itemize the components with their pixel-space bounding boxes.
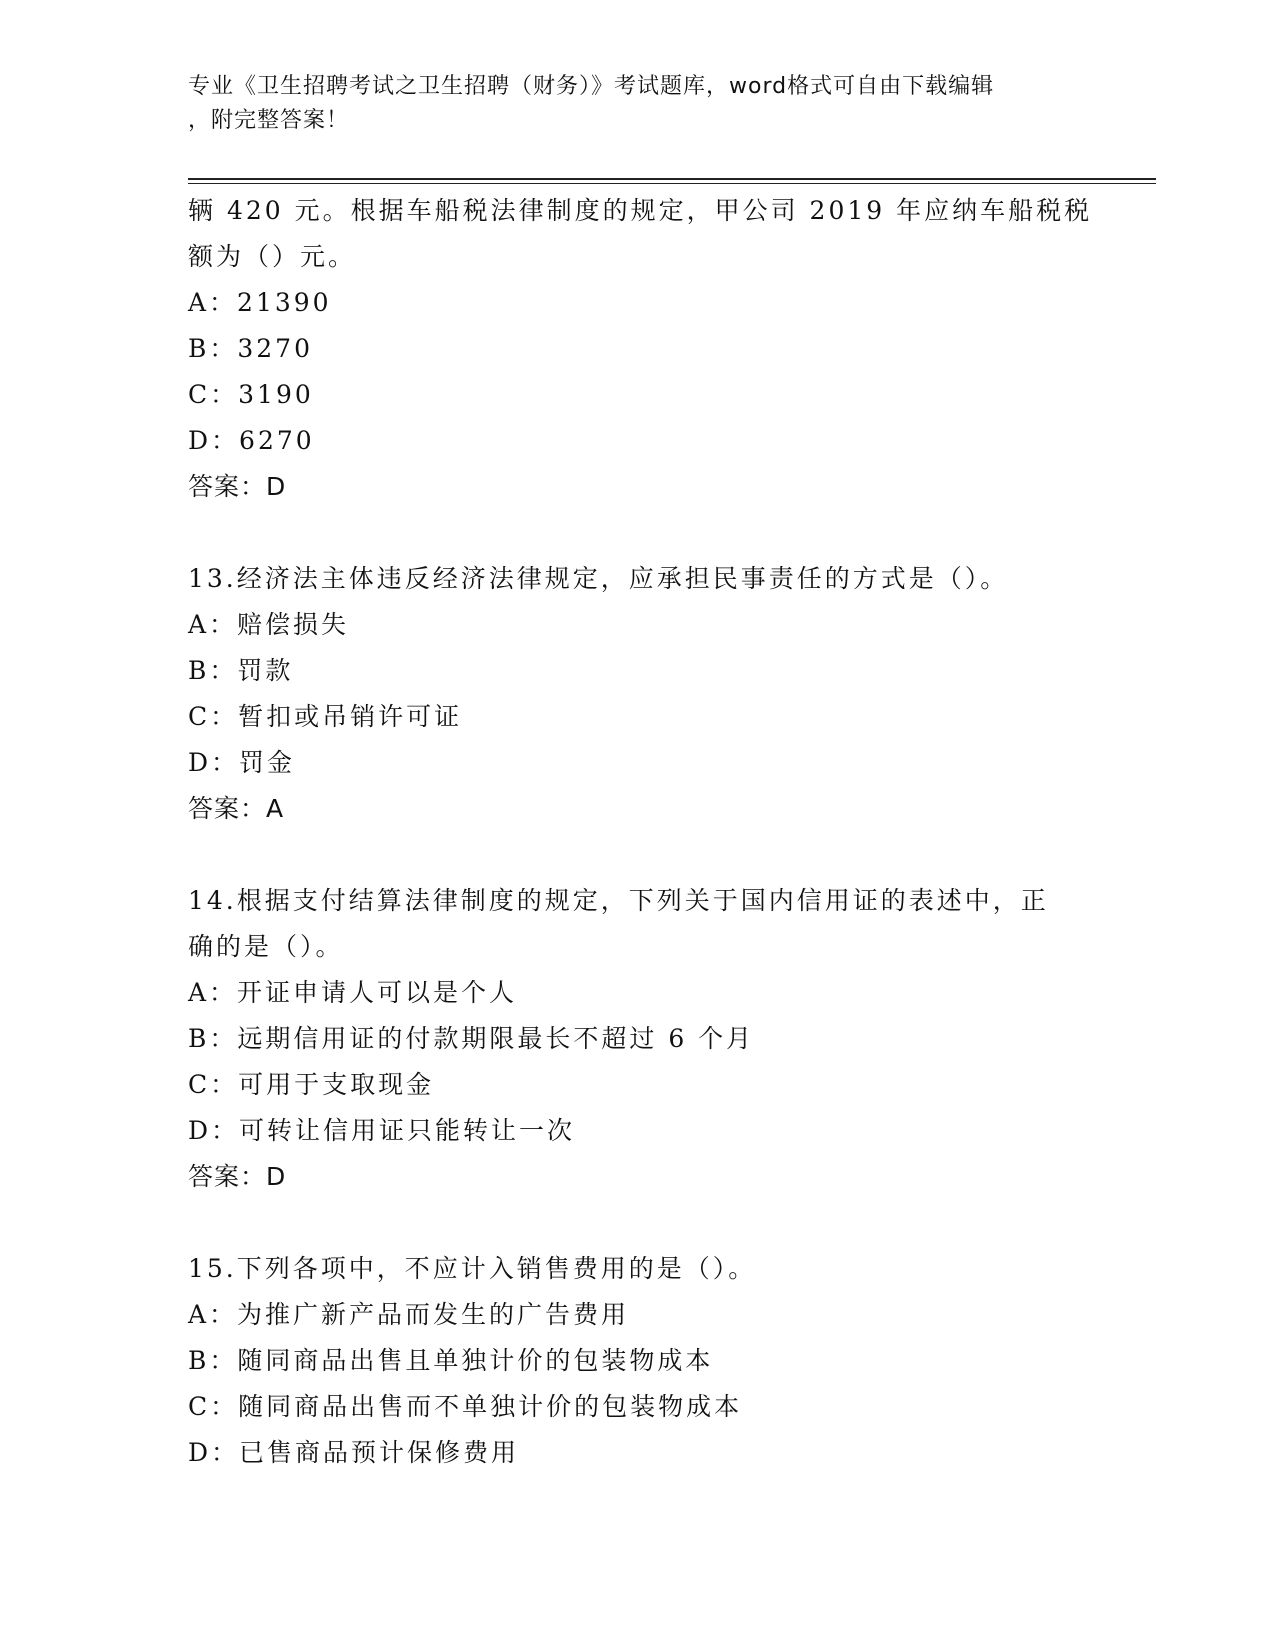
question-14-option-a: A：开证申请人可以是个人 bbox=[188, 978, 518, 1007]
question-12-answer: 答案：D bbox=[188, 472, 287, 501]
question-13-answer: 答案：A bbox=[188, 794, 285, 823]
question-12-stem-line-2: 额为（）元。 bbox=[188, 242, 357, 271]
header-divider-thick bbox=[188, 178, 1156, 180]
spacer bbox=[188, 1200, 1088, 1246]
question-12-option-a: A：21390 bbox=[188, 288, 332, 317]
document-header bbox=[188, 70, 1088, 138]
question-14-option-d: D：可转让信用证只能转让一次 bbox=[188, 1116, 576, 1145]
question-12-option-d: D：6270 bbox=[188, 426, 315, 455]
question-13-option-b: B：罚款 bbox=[188, 656, 294, 685]
question-13-option-d: D：罚金 bbox=[188, 748, 296, 777]
question-14-option-c: C：可用于支取现金 bbox=[188, 1070, 435, 1099]
spacer bbox=[188, 832, 1088, 878]
question-15-option-d: D：已售商品预计保修费用 bbox=[188, 1438, 520, 1467]
question-13-stem-line-1: 13.经济法主体违反经济法律规定，应承担民事责任的方式是（）。 bbox=[188, 564, 1009, 593]
question-15-option-a: A：为推广新产品而发生的广告费用 bbox=[188, 1300, 630, 1329]
question-14-option-b: B：远期信用证的付款期限最长不超过 6 个月 bbox=[188, 1024, 755, 1053]
header-line-2: ，附完整答案！ bbox=[188, 108, 350, 133]
question-list bbox=[188, 188, 1093, 1476]
header-line-1: 专业《卫生招聘考试之卫生招聘（财务）》考试题库，word格式可自由下载编辑 bbox=[188, 74, 995, 99]
spacer bbox=[188, 510, 1088, 556]
question-13-option-a: A：赔偿损失 bbox=[188, 610, 350, 639]
question-13 bbox=[188, 556, 1088, 832]
question-12-option-c: C：3190 bbox=[188, 380, 314, 409]
question-14-stem-line-2: 确的是（）。 bbox=[188, 932, 344, 961]
question-12-option-b: B：3270 bbox=[188, 334, 313, 363]
question-14 bbox=[188, 878, 1088, 1200]
question-13-option-c: C：暂扣或吊销许可证 bbox=[188, 702, 463, 731]
question-14-answer: 答案：D bbox=[188, 1162, 287, 1191]
question-15-option-b: B：随同商品出售且单独计价的包装物成本 bbox=[188, 1346, 714, 1375]
question-14-stem-line-1: 14.根据支付结算法律制度的规定，下列关于国内信用证的表述中，正 bbox=[188, 886, 1049, 915]
question-15-option-c: C：随同商品出售而不单独计价的包装物成本 bbox=[188, 1392, 743, 1421]
question-15 bbox=[188, 1246, 1088, 1476]
question-12-stem-line-1: 辆 420 元。根据车船税法律制度的规定，甲公司 2019 年应纳车船税税 bbox=[188, 196, 1093, 225]
question-12 bbox=[188, 188, 1093, 510]
header-divider-thin bbox=[188, 183, 1156, 184]
question-15-stem-line-1: 15.下列各项中，不应计入销售费用的是（）。 bbox=[188, 1254, 757, 1283]
